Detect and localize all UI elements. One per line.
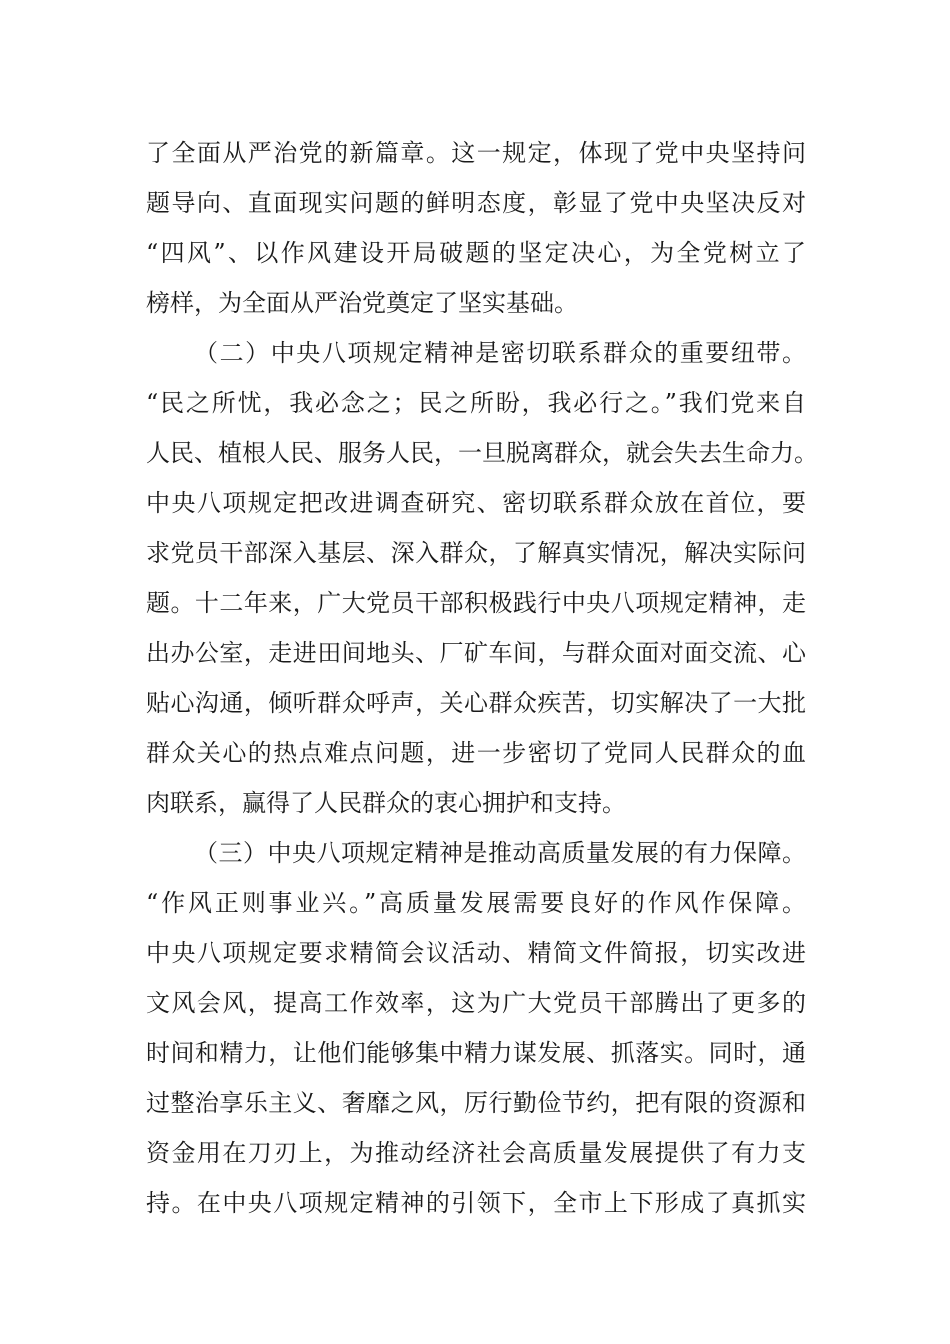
text-line: 持。在中央八项规定精神的引领下，全市上下形成了真抓实	[146, 1189, 806, 1217]
text-line: “四风”、以作风建设开局破题的坚定决心，为全党树立了	[146, 239, 806, 267]
text-line: 中央八项规定要求精简会议活动、精简文件简报，切实改进	[146, 939, 806, 967]
text-line: 人民、植根人民、服务人民，一旦脱离群众，就会失去生命力。	[146, 439, 818, 467]
text-line: 贴心沟通，倾听群众呼声，关心群众疾苦，切实解决了一大批	[146, 689, 806, 717]
text-line: 肉联系，赢得了人民群众的衷心拥护和支持。	[146, 789, 626, 817]
section-heading-2: （二）中央八项规定精神是密切联系群众的重要纽带。	[194, 339, 806, 367]
text-line: 榜样，为全面从严治党奠定了坚实基础。	[146, 289, 578, 317]
paragraph-2	[146, 328, 818, 828]
text-line: 时间和精力，让他们能够集中精力谋发展、抓落实。同时，通	[146, 1039, 806, 1067]
text-line: 资金用在刀刃上，为推动经济社会高质量发展提供了有力支	[146, 1139, 806, 1167]
text-line: 过整治享乐主义、奢靡之风，厉行勤俭节约，把有限的资源和	[146, 1089, 806, 1117]
section-heading-3: （三）中央八项规定精神是推动高质量发展的有力保障。	[194, 839, 806, 867]
text-line: 求党员干部深入基层、深入群众，了解真实情况，解决实际问	[146, 539, 806, 567]
document-body	[146, 128, 818, 1228]
text-line: “民之所忧，我必念之；民之所盼，我必行之。”我们党来自	[146, 389, 806, 417]
text-line: 文风会风，提高工作效率，这为广大党员干部腾出了更多的	[146, 989, 806, 1017]
text-line: 了全面从严治党的新篇章。这一规定，体现了党中央坚持问	[146, 139, 806, 167]
text-line: 出办公室，走进田间地头、厂矿车间，与群众面对面交流、心	[146, 639, 806, 667]
paragraph-3	[146, 828, 806, 1228]
text-line: 题。十二年来，广大党员干部积极践行中央八项规定精神，走	[146, 589, 806, 617]
text-line: 群众关心的热点难点问题，进一步密切了党同人民群众的血	[146, 739, 806, 767]
text-line: 中央八项规定把改进调查研究、密切联系群众放在首位，要	[146, 489, 806, 517]
text-line: 题导向、直面现实问题的鲜明态度，彰显了党中央坚决反对	[146, 189, 806, 217]
text-line: “作风正则事业兴。”高质量发展需要良好的作风作保障。	[146, 889, 806, 917]
paragraph-1	[146, 128, 806, 328]
